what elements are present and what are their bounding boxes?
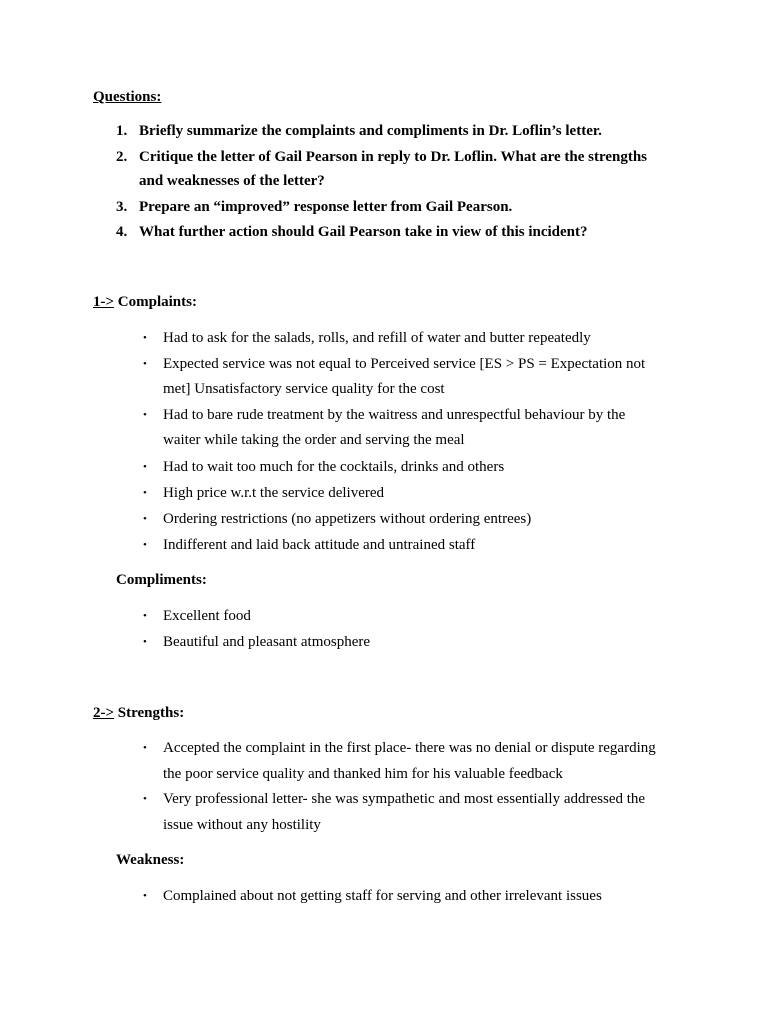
question-text: Briefly summarize the complaints and compliments in Dr. Loflin’s letter.: [139, 123, 602, 139]
complaints-heading: Complaints:: [117, 294, 197, 310]
compliment-item: Beautiful and pleasant atmosphere: [163, 634, 371, 650]
questions-heading: Questions:: [93, 89, 162, 105]
strength-item: Accepted the complaint in the first place- there was no denial or dispute regarding: [163, 740, 656, 756]
bullet-icon: •: [143, 358, 147, 370]
bullet-icon: •: [143, 742, 147, 754]
compliments-heading: Compliments:: [116, 572, 207, 588]
bullet-icon: •: [143, 513, 147, 525]
section-1-marker: 1->: [93, 294, 115, 310]
weakness-item: Complained about not getting staff for serving and other irrelevant issues: [163, 888, 602, 904]
bullet-icon: •: [143, 409, 147, 421]
bullet-icon: •: [143, 332, 147, 344]
complaint-item: Had to bare rude treatment by the waitress and unrespectful behaviour by the: [163, 407, 626, 423]
section-2-marker: 2->: [93, 705, 115, 721]
strength-item: the poor service quality and thanked him for his valuable feedback: [163, 766, 563, 782]
complaint-item: Expected service was not equal to Perceived service [ES > PS = Expectation not: [163, 356, 646, 372]
section-2-heading: [93, 704, 184, 722]
weakness-heading: Weakness:: [116, 852, 185, 868]
question-number: 3.: [116, 199, 128, 215]
question-number: 4.: [116, 224, 128, 240]
question-text: and weaknesses of the letter?: [139, 173, 325, 189]
complaint-item: Indifferent and laid back attitude and untrained staff: [163, 537, 476, 553]
question-number: 2.: [116, 149, 128, 165]
complaint-item: High price w.r.t the service delivered: [163, 485, 385, 501]
compliment-item: Excellent food: [163, 608, 251, 624]
complaint-item: Ordering restrictions (no appetizers without ordering entrees): [163, 511, 532, 527]
bullet-icon: •: [143, 636, 147, 648]
complaint-item: Had to wait too much for the cocktails, drinks and others: [163, 459, 505, 475]
complaint-item: waiter while taking the order and serving the meal: [163, 432, 465, 448]
bullet-icon: •: [143, 890, 147, 902]
bullet-icon: •: [143, 610, 147, 622]
question-text: Prepare an “improved” response letter from Gail Pearson.: [139, 199, 513, 215]
bullet-icon: •: [143, 487, 147, 499]
question-text: What further action should Gail Pearson take in view of this incident?: [139, 224, 588, 240]
section-1-heading: [93, 293, 197, 311]
strength-item: issue without any hostility: [163, 817, 321, 833]
strength-item: Very professional letter- she was sympathetic and most essentially addressed the: [163, 791, 646, 807]
strengths-heading: Strengths:: [117, 705, 185, 721]
bullet-icon: •: [143, 539, 147, 551]
question-text: Critique the letter of Gail Pearson in reply to Dr. Loflin. What are the strengths: [139, 149, 648, 165]
bullet-icon: •: [143, 793, 147, 805]
bullet-icon: •: [143, 461, 147, 473]
question-number: 1.: [116, 123, 128, 139]
complaint-item: Had to ask for the salads, rolls, and refill of water and butter repeatedly: [163, 330, 591, 346]
complaint-item: met] Unsatisfactory service quality for the cost: [163, 381, 445, 397]
